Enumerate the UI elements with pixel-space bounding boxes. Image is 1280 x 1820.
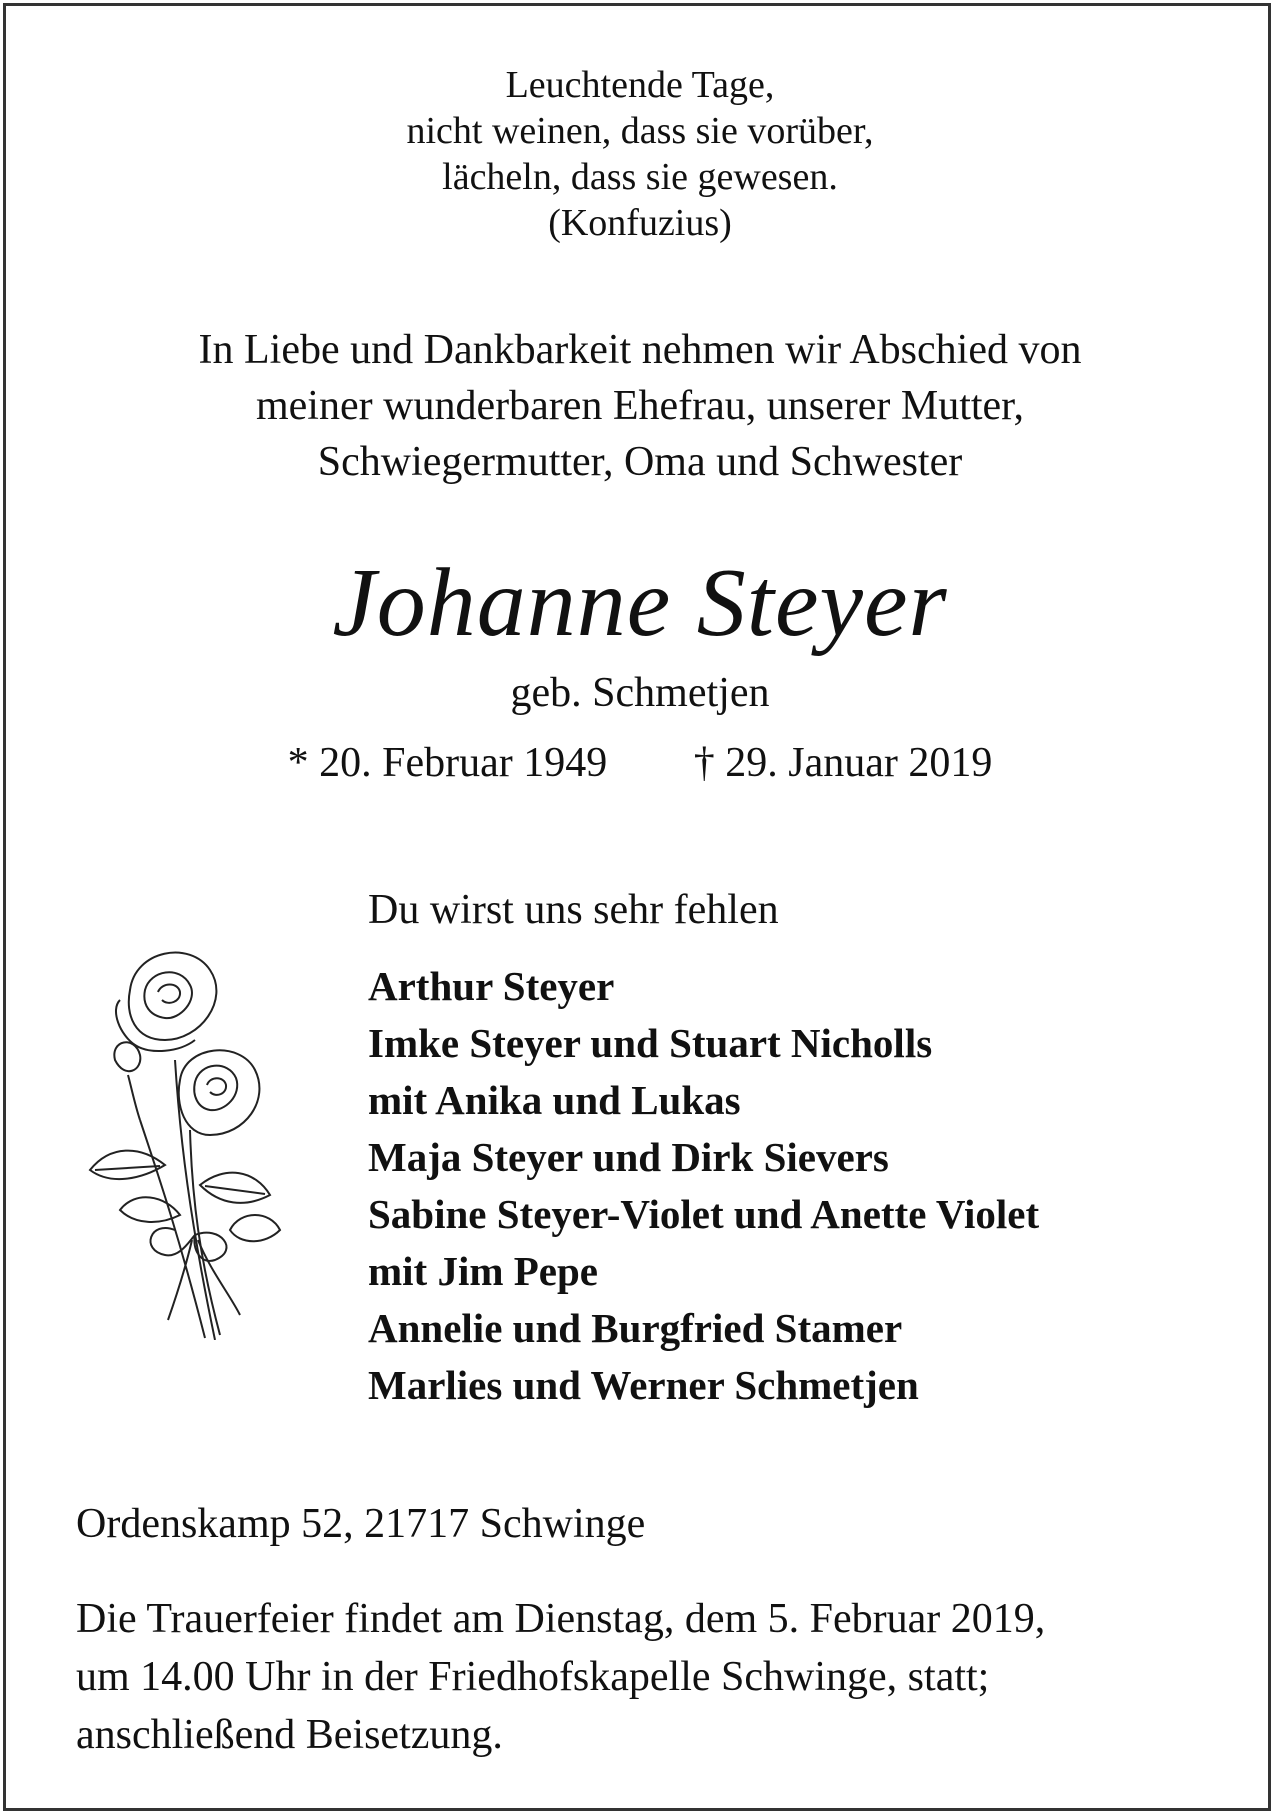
- service-info: [76, 1590, 1226, 1764]
- maiden-name: geb. Schmetjen: [510, 670, 770, 716]
- list-item: mit Jim Pepe: [368, 1248, 598, 1294]
- service-line: Die Trauerfeier findet am Dienstag, dem 5. Februar 2019,: [76, 1596, 1046, 1642]
- list-item: mit Anika und Lukas: [368, 1077, 741, 1123]
- list-item: Imke Steyer und Stuart Nicholls: [368, 1020, 933, 1066]
- intro-line: In Liebe und Dankbarkeit nehmen wir Abschied von: [198, 327, 1082, 373]
- service-line: um 14.00 Uhr in der Friedhofskapelle Schwinge, statt;: [76, 1654, 990, 1700]
- list-item: Maja Steyer und Dirk Sievers: [368, 1134, 889, 1180]
- mourners-list: [368, 958, 1039, 1414]
- intro-text: [0, 322, 1280, 490]
- intro-line: meiner wunderbaren Ehefrau, unserer Mutter,: [256, 383, 1024, 429]
- service-line: anschließend Beisetzung.: [76, 1712, 503, 1758]
- list-item: Sabine Steyer-Violet und Anette Violet: [368, 1191, 1040, 1237]
- death-date: † 29. Januar 2019: [693, 740, 993, 786]
- poem-line: nicht weinen, dass sie vorüber,: [406, 110, 874, 152]
- list-item: Marlies und Werner Schmetjen: [368, 1362, 919, 1408]
- rose-illustration-icon: [80, 940, 290, 1340]
- poem-attribution: (Konfuzius): [548, 202, 732, 244]
- list-item: Arthur Steyer: [368, 963, 615, 1009]
- farewell-line: Du wirst uns sehr fehlen: [368, 887, 779, 933]
- poem-line: Leuchtende Tage,: [505, 64, 775, 106]
- intro-line: Schwiegermutter, Oma und Schwester: [317, 439, 963, 485]
- poem-quote: [0, 62, 1280, 246]
- poem-line: lächeln, dass sie gewesen.: [442, 156, 838, 198]
- deceased-name: Johanne Steyer: [332, 549, 948, 657]
- list-item: Annelie und Burgfried Stamer: [368, 1305, 903, 1351]
- address: Ordenskamp 52, 21717 Schwinge: [76, 1501, 646, 1547]
- life-dates: [0, 735, 1280, 791]
- birth-date: * 20. Februar 1949: [287, 740, 608, 786]
